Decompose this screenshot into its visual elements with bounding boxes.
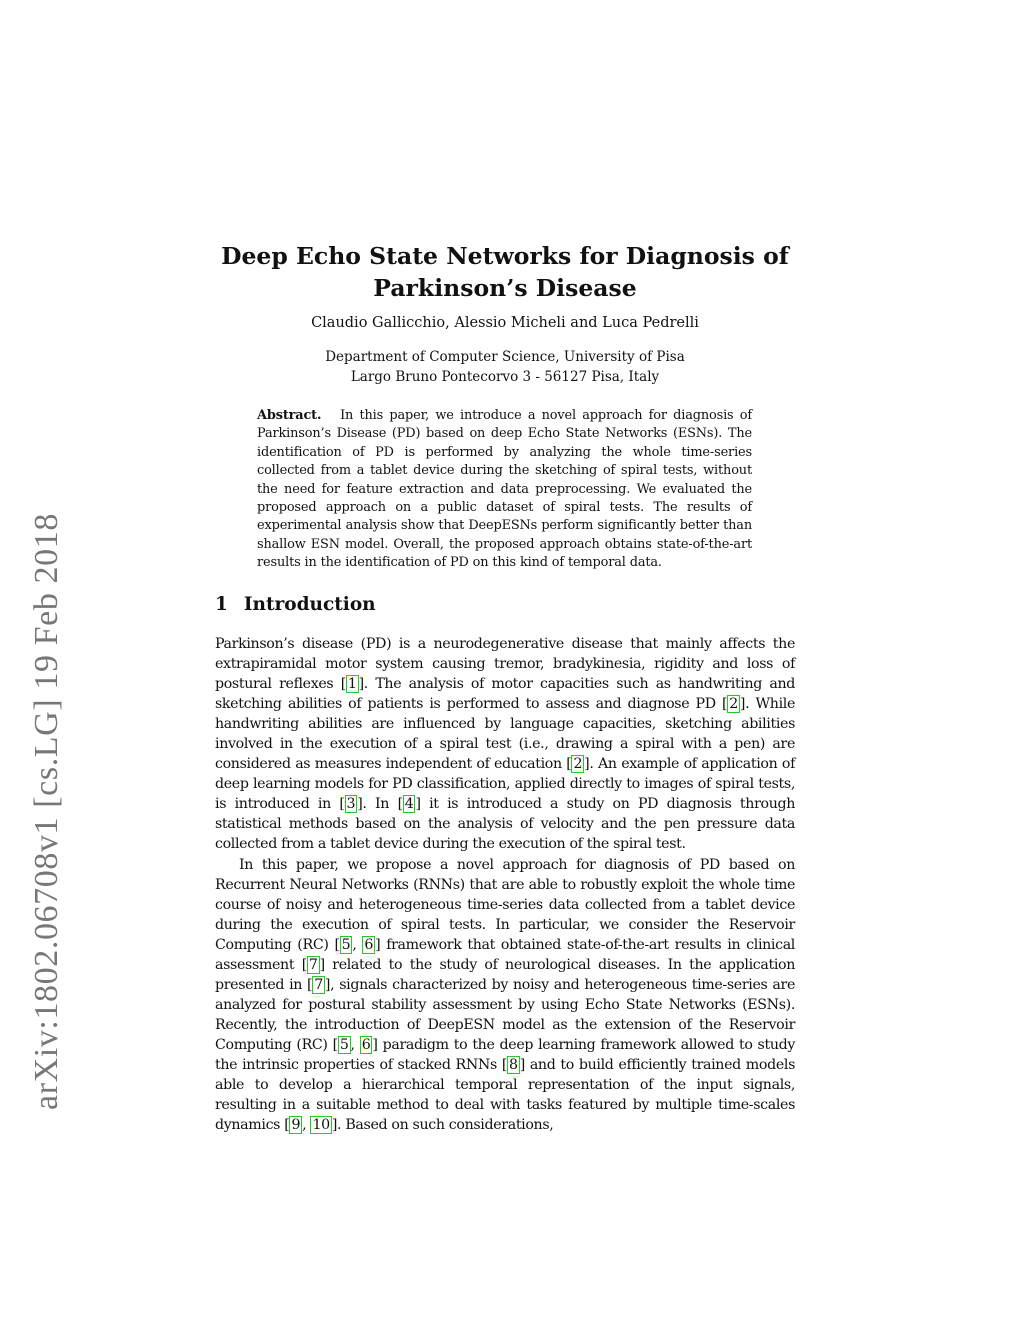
text-run: it is introduced a study on PD diagnosis through statistical methods based on the analysis of velocity and the pen pressure data collected from a tablet device during the execution of the spiral test. [215,796,796,853]
abstract [257,407,752,573]
text-run: , signals characterized by noisy and heterogeneous time-series are analyzed for postural stability assessment by using Echo State Networks (ESNs). Recently, the introduction of DeepESN model as the extension of the Reservoir Computing (RC) [215,976,795,1053]
citation-link[interactable]: 6 [361,1036,371,1053]
text-run: , [350,1036,360,1053]
citation-link[interactable]: 3 [346,796,356,813]
citation-link[interactable]: 4 [404,796,414,813]
text-run: Parkinson’s disease (PD) is a neurodegenerative disease that mainly affects the extrapiramidal motor system causing tremor, bradykinesia, rigidity and loss of postural reflexes [215,636,795,693]
text-run: In this paper, we propose a novel approach for diagnosis of PD based on Recurrent Neural Networks (RNNs) that are able to robustly exploit the whole time course of noisy and heterogeneous time-series data collected from a tablet device during the execution of spiral tests. In particular, we consider the Reservoir Computing (RC) [215,856,795,953]
citation-link[interactable]: 10 [312,1117,330,1134]
citation-link[interactable]: 7 [314,976,323,993]
affiliation [215,347,795,387]
text-run: framework that obtained state-of-the-art results in clinical assessment [215,936,795,973]
abstract-label: Abstract. [257,408,322,423]
text-run: . Based on such considerations, [337,1117,554,1134]
citation-link[interactable]: 8 [509,1056,518,1073]
author-list: Claudio Gallicchio, Alessio Micheli and Luca Pedrelli [311,315,699,331]
text-run: related to the study of neurological diseases. In the application presented in [215,956,795,993]
citation-link[interactable]: 5 [339,1036,349,1053]
citation-link[interactable]: 5 [341,936,351,953]
citation-link[interactable]: 6 [364,936,374,953]
text-run: and to build efficiently trained models able to develop a hierarchical temporal representation of the input signals, resulting in a suitable method to deal with tasks featured by multiple time-scales dynamics [215,1056,795,1134]
paragraph-2: In this paper, we propose a novel approach for diagnosis of PD based on Recurrent Neural Networks (RNNs) that are able to robustly exploit the whole time course of noisy and heterogeneous time-series data collected from a tablet device during the execution of spiral tests. In particular, we consider the Reservoir Computing (RC) [ 5 , 6 ] framework that obtained state-of-the-art results in clinical assessment [ 7 ] related to the study of neurological diseases. In the application presented in [ 7 ], signals characterized by noisy and heterogeneous time-series are analyzed for postural stability assessment by using Echo State Networks (ESNs). Recently, the introduction of DeepESN model as the extension of the Reservoir Computing (RC) [ 5 , 6 ] paradigm to the deep learning framework allowed to study the intrinsic properties of stacked RNNs [ 8 ] and to build efficiently trained models able to develop a hierarchical temporal representation of the input signals, resulting in a suitable method to deal with tasks featured by multiple time-scales dynamics [ 9 , 10 ]. Based on such considerations, [215,856,795,1134]
affiliation-line-2: Largo Bruno Pontecorvo 3 - 56127 Pisa, Italy [350,369,660,385]
section-number: 1 [215,594,228,615]
text-run: . While handwriting abilities are influenced by language capacities, sketching abilities involved in the execution of a spiral test (i.e., drawing a spiral with a pen) are considered as measures independent of education [215,696,795,773]
paper-title [215,240,795,304]
citation-link[interactable]: 1 [347,676,357,693]
text-run: paradigm to the deep learning framework allowed to study the intrinsic properties of stacked RNNs [215,1036,795,1073]
title-line-1: Deep Echo State Networks for Diagnosis of [221,242,789,270]
paragraph-1: Parkinson’s disease (PD) is a neurodegenerative disease that mainly affects the extrapiramidal motor system causing tremor, bradykinesia, rigidity and loss of postural reflexes [ 1 ]. The analysis of motor capacities such as handwriting and sketching abilities of patients is performed to assess and diagnose PD [ 2 ]. While handwriting abilities are influenced by language capacities, sketching abilities involved in the execution of a spiral test (i.e., drawing a spiral with a pen) are considered as measures independent of education [ 2 ]. An example of application of deep learning models for PD classification, applied directly to images of spiral tests, is introduced in [ 3 ]. In [ 4 ] it is introduced a study on PD diagnosis through statistical methods based on the analysis of velocity and the pen pressure data collected from a tablet device during the execution of the spiral test. [215,636,796,853]
text-run: . The analysis of motor capacities such as handwriting and sketching abilities of patients is performed to assess and diagnose PD [215,676,795,713]
abstract-text: In this paper, we introduce a novel approach for diagnosis of Parkinson’s Disease (PD) based on deep Echo State Networks (ESNs). The identification of PD is performed by analyzing the whole time-series collected from a tablet device during the sketching of spiral tests, without the need for feature extraction and data preprocessing. We evaluated the proposed approach on a public dataset of spiral tests. The results of experimental analysis show that DeepESNs perform significantly better than shallow ESN model. Overall, the proposed approach obtains state-of-the-art results in the identification of PD on this kind of temporal data. [257,408,753,571]
text-run: . An example of application of deep learning models for PD classification, applied directly to images of spiral tests, is introduced in [215,756,795,813]
section-title: Introduction [243,594,376,615]
citation-link[interactable]: 2 [573,756,583,773]
text-run: . In [362,796,398,813]
citation-link[interactable]: 9 [291,1117,301,1134]
text-run: , [302,1117,311,1134]
affiliation-line-1: Department of Computer Science, University of Pisa [325,349,685,365]
title-line-2: Parkinson’s Disease [373,274,637,302]
arxiv-identifier: arXiv:1802.06708v1 [cs.LG] 19 Feb 2018 [28,513,65,1110]
text-run: , [352,936,363,953]
citation-link[interactable]: 2 [729,696,738,713]
citation-link[interactable]: 7 [308,956,318,973]
introduction-body [215,634,795,1135]
section-heading-introduction [215,594,795,615]
